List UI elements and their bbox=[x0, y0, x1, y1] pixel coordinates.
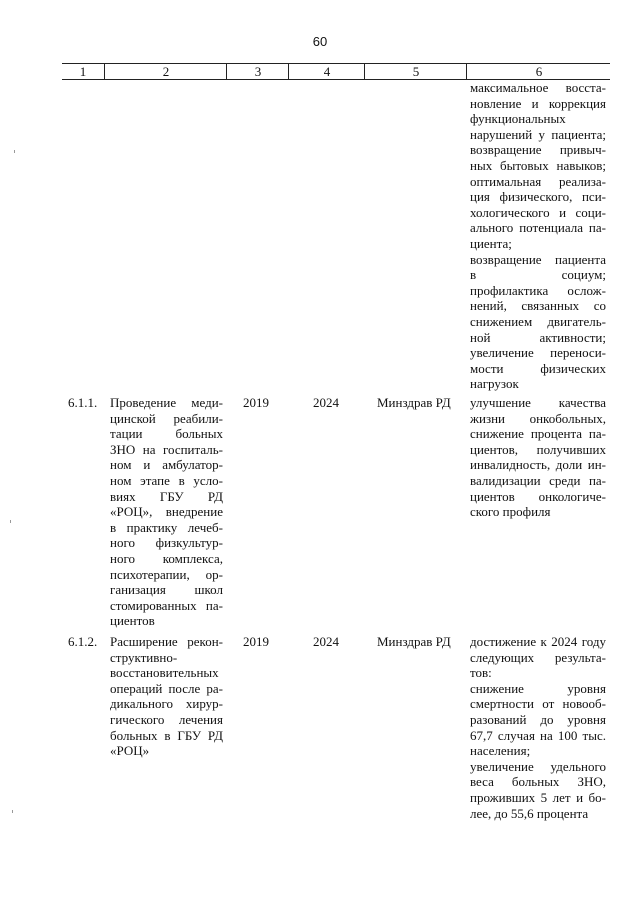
text-line: ального потенциала па- bbox=[470, 220, 606, 236]
text-line: ных бытовых навыков; bbox=[470, 157, 606, 173]
text-line: циента; bbox=[470, 235, 512, 251]
text-line: населения; bbox=[470, 743, 531, 759]
text-line: циентов онкологиче- bbox=[470, 488, 606, 504]
text-line: смертности от новооб- bbox=[470, 696, 606, 712]
text-line: веса больных ЗНО, bbox=[470, 774, 606, 790]
row-end-year: 2024 bbox=[313, 634, 339, 649]
text-line: циентов bbox=[110, 613, 155, 629]
text-line: Проведение меди- bbox=[110, 395, 223, 410]
scan-mark bbox=[14, 150, 15, 153]
text-line: улучшение качества bbox=[470, 395, 606, 410]
header-col-5: 5 bbox=[364, 64, 467, 79]
text-line: в практику лечеб- bbox=[110, 519, 223, 535]
text-line: снижение процента па- bbox=[470, 426, 606, 442]
text-line: достижение к 2024 году bbox=[470, 634, 606, 649]
text-line: Расширение рекон- bbox=[110, 634, 223, 649]
text-line: ном и амбулатор- bbox=[110, 457, 223, 473]
text-line: тации больных bbox=[110, 426, 223, 442]
text-line: возвращение привыч- bbox=[470, 142, 606, 158]
row-executor: Минздрав РД bbox=[377, 634, 451, 649]
text-line: снижением двигатель- bbox=[470, 313, 606, 329]
text-line: циентов, получивших bbox=[470, 441, 606, 457]
text-line: структивно- bbox=[110, 649, 178, 665]
scan-mark bbox=[10, 520, 11, 523]
text-line: увеличение переноси- bbox=[470, 345, 606, 361]
text-line: инвалидность, доли ин- bbox=[470, 457, 606, 473]
table-header-row bbox=[62, 63, 610, 80]
text-line: ной активности; bbox=[470, 329, 606, 345]
row-start-year: 2019 bbox=[243, 634, 269, 649]
text-line: «РОЦ» bbox=[110, 743, 150, 759]
text-line: возвращение пациента bbox=[470, 251, 606, 267]
text-line: оптимальная реализа- bbox=[470, 173, 606, 189]
text-line: в социум; bbox=[470, 267, 606, 283]
text-line: следующих результа- bbox=[470, 649, 606, 665]
text-line: хологического и соци- bbox=[470, 204, 606, 220]
page-number: 60 bbox=[312, 34, 328, 49]
row-name-cell bbox=[110, 634, 223, 759]
text-line: тов: bbox=[470, 665, 492, 681]
text-line: нагрузок bbox=[470, 376, 519, 392]
header-col-3: 3 bbox=[226, 64, 289, 79]
text-line: виях ГБУ РД bbox=[110, 488, 223, 504]
row-name-cell bbox=[110, 395, 223, 629]
scan-mark bbox=[12, 810, 13, 813]
text-line: нарушений у пациента; bbox=[470, 126, 606, 142]
header-col-1: 1 bbox=[79, 64, 87, 79]
text-line: восстановительных bbox=[110, 665, 219, 681]
text-line: ЗНО на госпиталь- bbox=[110, 441, 223, 457]
text-line: нений, связанных со bbox=[470, 298, 606, 314]
text-line: новление и коррекция bbox=[470, 95, 606, 111]
row-executor: Минздрав РД bbox=[377, 395, 451, 410]
row-number: 6.1.1. bbox=[68, 395, 98, 410]
text-line: жизни онкобольных, bbox=[470, 410, 606, 426]
continuation-result-cell bbox=[470, 80, 606, 392]
text-line: валидизации среди па- bbox=[470, 472, 606, 488]
text-line: максимальное восста- bbox=[470, 80, 606, 95]
text-line: увеличение удельного bbox=[470, 758, 606, 774]
text-line: профилактика ослож- bbox=[470, 282, 606, 298]
text-line: лее, до 55,6 процента bbox=[470, 805, 589, 821]
text-line: стомированных па- bbox=[110, 597, 223, 613]
header-col-6: 6 bbox=[466, 64, 611, 79]
text-line: ного комплекса, bbox=[110, 550, 223, 566]
text-line: ганизация школ bbox=[110, 582, 223, 598]
text-line: операций после ра- bbox=[110, 680, 223, 696]
header-col-4: 4 bbox=[288, 64, 365, 79]
row-end-year: 2024 bbox=[313, 395, 339, 410]
text-line: гического лечения bbox=[110, 711, 223, 727]
row-start-year: 2019 bbox=[243, 395, 269, 410]
text-line: мости физических bbox=[470, 360, 606, 376]
row-number: 6.1.2. bbox=[68, 634, 98, 649]
row-result-cell bbox=[470, 395, 606, 520]
text-line: снижение уровня bbox=[470, 680, 606, 696]
text-line: проживших 5 лет и бо- bbox=[470, 789, 606, 805]
text-line: «РОЦ», внедрение bbox=[110, 504, 223, 520]
text-line: психотерапии, ор- bbox=[110, 566, 223, 582]
text-line: цинской реабили- bbox=[110, 410, 223, 426]
text-line: 67,7 случая на 100 тыс. bbox=[470, 727, 606, 743]
text-line: ция физического, пси- bbox=[470, 189, 606, 205]
text-line: дикального хирур- bbox=[110, 696, 223, 712]
text-line: разований до уровня bbox=[470, 711, 606, 727]
header-col-2: 2 bbox=[104, 64, 227, 79]
text-line: функциональных bbox=[470, 111, 566, 127]
text-line: ского профиля bbox=[470, 504, 551, 520]
row-result-cell bbox=[470, 634, 606, 821]
text-line: ного физкультур- bbox=[110, 535, 223, 551]
text-line: больных в ГБУ РД bbox=[110, 727, 223, 743]
text-line: ном этапе в усло- bbox=[110, 472, 223, 488]
